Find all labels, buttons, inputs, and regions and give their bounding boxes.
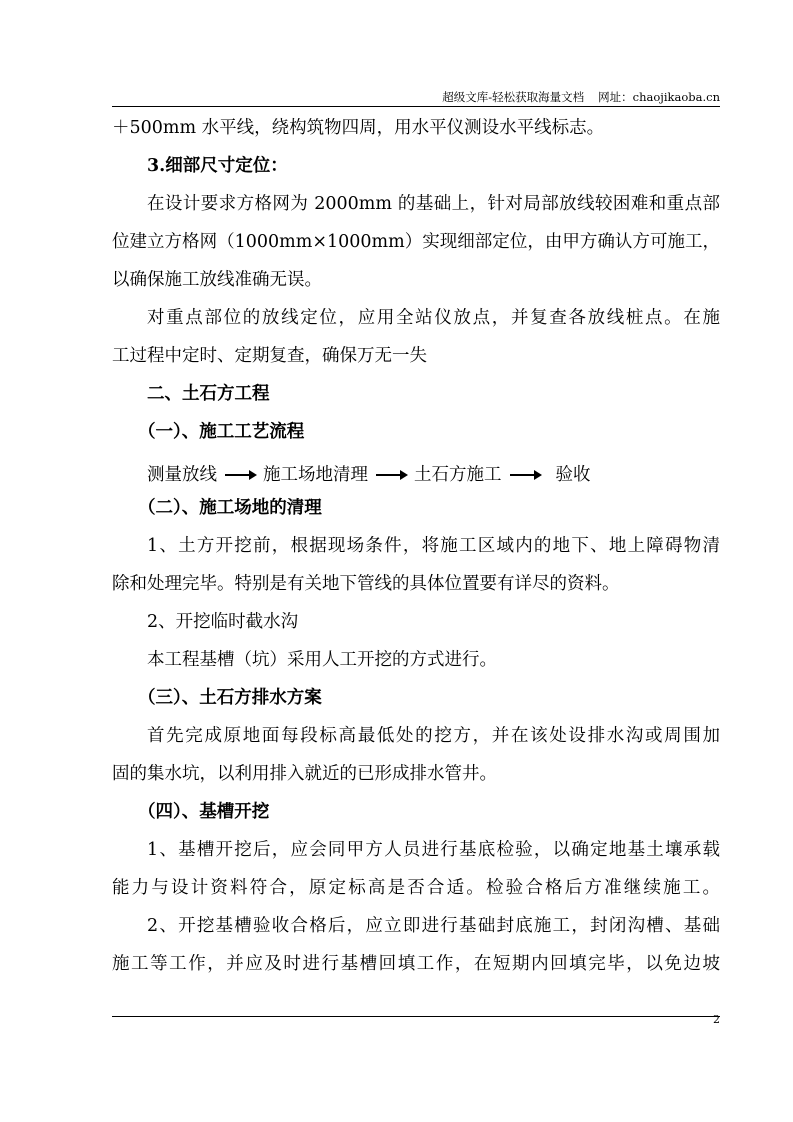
text-line: 施工等工作，并应及时进行基槽回填工作，在短期内回填完毕，以免边坡 [112, 954, 720, 974]
section-heading: （一）、施工工艺流程 [138, 422, 305, 442]
text-line: 工过程中定时、定期复查，确保万无一失 [112, 346, 427, 366]
text-line: 能力与设计资料符合，原定标高是否合适。检验合格后方准继续施工。 [112, 878, 720, 898]
text-line: 除和处理完毕。特别是有关地下管线的具体位置要有详尽的资料。 [112, 574, 620, 594]
text-line: 2、开挖临时截水沟 [147, 612, 299, 632]
text-line: 固的集水坑，以利用排入就近的已形成排水管井。 [112, 764, 497, 784]
page-header [112, 90, 720, 104]
section-heading: （二）、施工场地的清理 [138, 498, 322, 518]
text-line: 本工程基槽（坑）采用人工开挖的方式进行。 [147, 650, 497, 670]
header-divider [112, 106, 720, 107]
arrow-right-icon [376, 474, 406, 476]
text-line: 首先完成原地面每段标高最低处的挖方，并在该处设排水沟或周围加 [147, 726, 720, 746]
document-body [112, 114, 720, 988]
text-line: 在设计要求方格网为 2000mm 的基础上，针对局部放线较困难和重点部 [147, 194, 720, 214]
text-line: ＋500mm 水平线，绕构筑物四周，用水平仪测设水平线标志。 [112, 118, 605, 138]
flow-step: 验收 [555, 465, 591, 485]
process-flow [112, 456, 720, 494]
text-line: 1、基槽开挖后，应会同甲方人员进行基底检验，以确定地基土壤承载 [147, 840, 720, 860]
flow-step: 施工场地清理 [263, 465, 368, 485]
text-line: 位建立方格网（1000mm×1000mm）实现细部定位，由甲方确认方可施工， [112, 232, 720, 252]
section-heading: （四）、基槽开挖 [138, 802, 270, 822]
arrow-right-icon [510, 474, 540, 476]
flow-step: 测量放线 [147, 465, 217, 485]
text-line: 以确保施工放线准确无误。 [112, 270, 322, 290]
section-heading: 二、土石方工程 [147, 384, 270, 404]
arrow-right-icon [225, 474, 255, 476]
text-line: 1、土方开挖前，根据现场条件，将施工区域内的地下、地上障碍物清 [147, 536, 720, 556]
footer-divider [112, 1016, 720, 1017]
text-line: 对重点部位的放线定位，应用全站仪放点，并复查各放线桩点。在施 [147, 308, 720, 328]
header-site-name: 超级文库-轻松获取海量文档 [442, 90, 585, 104]
section-heading: （三）、土石方排水方案 [138, 688, 322, 708]
flow-step: 土石方施工 [414, 465, 502, 485]
section-heading: 3.细部尺寸定位： [147, 156, 288, 176]
text-line: 2、开挖基槽验收合格后，应立即进行基础封底施工，封闭沟槽、基础 [147, 916, 720, 936]
page-number: 2 [713, 1013, 720, 1026]
header-url: 网址：chaojikaoba.cn [598, 90, 720, 104]
